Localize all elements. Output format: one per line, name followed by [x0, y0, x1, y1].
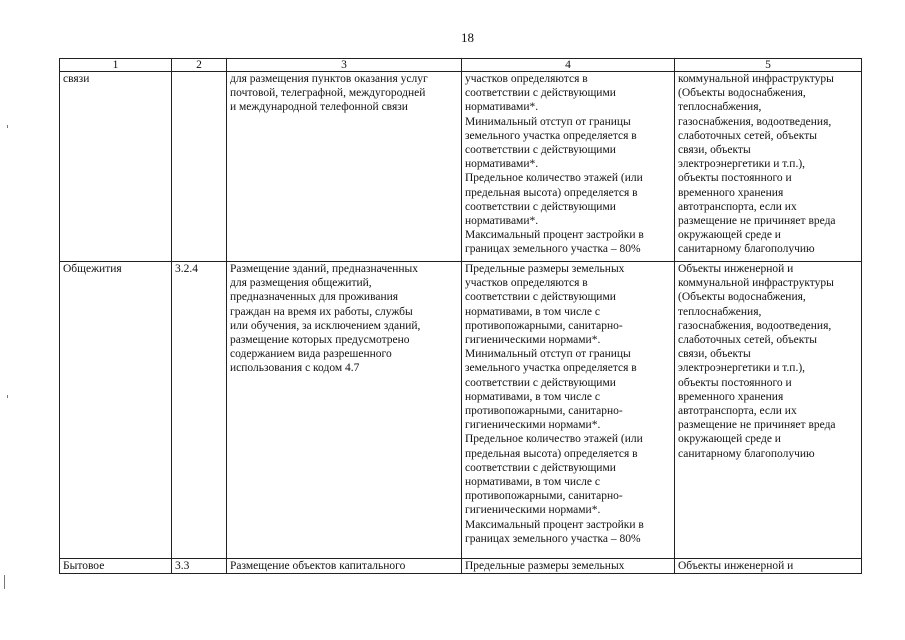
- table-cell-col-3: [227, 262, 462, 559]
- cell-text-line: нормативами*.: [465, 215, 539, 228]
- column-header-3: 3: [227, 59, 462, 72]
- cell-text-line: земельного участка определяется в: [465, 129, 637, 142]
- cell-text-line: Размещение зданий, предназначенных: [230, 263, 418, 275]
- cell-text: [230, 262, 458, 376]
- table-cell-col-5: [675, 262, 862, 559]
- cell-text-line: гигиеническими нормами*.: [465, 504, 601, 517]
- cell-text-line: размещение не причиняет вреда: [678, 419, 836, 432]
- cell-text-line: и международной телефонной связи: [230, 101, 408, 114]
- table-cell-col-2: [172, 262, 227, 559]
- scan-mark: [7, 395, 8, 398]
- cell-text: связи: [63, 73, 90, 85]
- zoning-table: [59, 58, 862, 574]
- cell-text-line: соответствии с действующими: [465, 200, 616, 213]
- column-header-4: 4: [462, 59, 675, 72]
- cell-text-line: окружающей среде и: [678, 229, 781, 242]
- table-cell-col-5: [675, 559, 862, 574]
- cell-text-line: нормативами*.: [465, 101, 539, 114]
- cell-text-line: соответствии с действующими: [465, 87, 616, 100]
- table-header-row: [60, 59, 862, 72]
- cell-text-line: нормативами, в том числе с: [465, 390, 600, 403]
- cell-text-line: Предельное количество этажей (или: [465, 433, 643, 446]
- column-header-2: 2: [172, 59, 227, 72]
- table-cell-col-4: [462, 559, 675, 574]
- cell-text-line: окружающей среде и: [678, 433, 781, 446]
- cell-text-line: временного хранения: [678, 390, 784, 403]
- cell-text-line: Минимальный отступ от границы: [465, 348, 631, 361]
- cell-text-line: Объекты инженерной и: [678, 560, 794, 572]
- table-cell-col-1: [60, 559, 172, 574]
- cell-text-line: нормативами*.: [465, 158, 539, 171]
- cell-text-line: соответствии с действующими: [465, 461, 616, 474]
- cell-text-line: (Объекты водоснабжения,: [678, 87, 806, 100]
- cell-text-line: почтовой, телеграфной, междугородней: [230, 87, 426, 100]
- cell-text-line: объекты постоянного и: [678, 172, 792, 185]
- cell-text-line: земельного участка определяется в: [465, 362, 637, 375]
- scan-mark: [4, 575, 5, 589]
- cell-text-line: объекты постоянного и: [678, 376, 792, 389]
- cell-text: [230, 72, 458, 115]
- cell-text-line: Предельные размеры земельных: [465, 263, 625, 275]
- cell-text-line: границах земельного участка – 80%: [465, 532, 641, 545]
- cell-text-line: границах земельного участка – 80%: [465, 243, 641, 256]
- cell-text: [678, 72, 858, 257]
- cell-text: [465, 262, 671, 546]
- cell-text-line: теплоснабжения,: [678, 101, 762, 114]
- cell-text-line: коммунальной инфраструктуры: [678, 277, 834, 290]
- cell-text-line: Объекты инженерной и: [678, 263, 794, 275]
- cell-text-line: Размещение объектов капитального: [230, 560, 406, 572]
- table-cell-col-2: [172, 559, 227, 574]
- cell-text-line: использования с кодом 4.7: [230, 362, 360, 375]
- cell-text-line: размещение не причиняет вреда: [678, 215, 836, 228]
- cell-text-line: автотранспорта, если их: [678, 405, 797, 418]
- cell-text-line: (Объекты водоснабжения,: [678, 291, 806, 304]
- table-cell-col-4: [462, 262, 675, 559]
- cell-text-line: Минимальный отступ от границы: [465, 115, 631, 128]
- cell-text-line: противопожарными, санитарно-: [465, 319, 623, 332]
- cell-text-line: участков определяются в: [465, 73, 588, 85]
- cell-text-line: Предельные размеры земельных: [465, 560, 625, 572]
- cell-text-line: теплоснабжения,: [678, 305, 762, 318]
- cell-text-line: электроэнергетики и т.п.),: [678, 362, 806, 375]
- cell-text-line: слаботочных сетей, объекты: [678, 334, 817, 347]
- cell-text-line: санитарному благополучию: [678, 243, 815, 256]
- cell-text-line: для размещения общежитий,: [230, 277, 372, 290]
- column-header-5: 5: [675, 59, 862, 72]
- table-cell-col-4: [462, 72, 675, 262]
- cell-text-line: граждан на время их работы, службы: [230, 305, 413, 318]
- cell-text-line: коммунальной инфраструктуры: [678, 73, 834, 85]
- cell-text: [678, 262, 858, 461]
- cell-text-line: соответствии с действующими: [465, 144, 616, 157]
- cell-text: [678, 559, 858, 573]
- scan-mark: [7, 125, 8, 128]
- cell-text: Бытовое: [63, 560, 105, 572]
- cell-text-line: участков определяются в: [465, 277, 588, 290]
- cell-text-line: соответствии с действующими: [465, 291, 616, 304]
- cell-text-line: содержанием вида разрешенного: [230, 348, 392, 361]
- cell-text: Общежития: [63, 263, 122, 275]
- cell-text-line: Предельное количество этажей (или: [465, 172, 643, 185]
- cell-text-line: предназначенных для проживания: [230, 291, 399, 304]
- table-cell-col-3: [227, 559, 462, 574]
- cell-text-line: Максимальный процент застройки в: [465, 229, 644, 242]
- table-row: [60, 559, 862, 574]
- cell-text-line: связи, объекты: [678, 144, 751, 157]
- cell-text-line: электроэнергетики и т.п.),: [678, 158, 806, 171]
- cell-text-line: нормативами, в том числе с: [465, 476, 600, 489]
- table-cell-col-5: [675, 72, 862, 262]
- page-number: 18: [461, 30, 474, 45]
- table-cell-col-1: [60, 262, 172, 559]
- cell-text-line: газоснабжения, водоотведения,: [678, 319, 832, 332]
- cell-text-line: газоснабжения, водоотведения,: [678, 115, 832, 128]
- table-cell-col-1: [60, 72, 172, 262]
- table-cell-col-2: [172, 72, 227, 262]
- cell-text-line: соответствии с действующими: [465, 376, 616, 389]
- cell-text-line: слаботочных сетей, объекты: [678, 129, 817, 142]
- cell-text-line: для размещения пунктов оказания услуг: [230, 73, 428, 85]
- table-cell-col-3: [227, 72, 462, 262]
- cell-text-line: нормативами, в том числе с: [465, 305, 600, 318]
- cell-text-line: гигиеническими нормами*.: [465, 334, 601, 347]
- table-row: [60, 262, 862, 559]
- cell-text-line: гигиеническими нормами*.: [465, 419, 601, 432]
- cell-text-line: Максимальный процент застройки в: [465, 518, 644, 531]
- cell-text-line: автотранспорта, если их: [678, 200, 797, 213]
- cell-text: 3.2.4: [175, 263, 198, 275]
- cell-text: [230, 559, 458, 573]
- cell-text-line: противопожарными, санитарно-: [465, 490, 623, 503]
- cell-text-line: или обучения, за исключением зданий,: [230, 319, 421, 332]
- cell-text-line: противопожарными, санитарно-: [465, 405, 623, 418]
- cell-text-line: размещение которых предусмотрено: [230, 334, 410, 347]
- table-row: [60, 72, 862, 262]
- cell-text-line: санитарному благополучию: [678, 447, 815, 460]
- cell-text-line: временного хранения: [678, 186, 784, 199]
- column-header-1: 1: [60, 59, 172, 72]
- cell-text-line: связи, объекты: [678, 348, 751, 361]
- cell-text-line: предельная высота) определяется в: [465, 447, 638, 460]
- cell-text-line: предельная высота) определяется в: [465, 186, 638, 199]
- cell-text: 3.3: [175, 560, 190, 572]
- cell-text: [465, 72, 671, 257]
- cell-text: [465, 559, 671, 573]
